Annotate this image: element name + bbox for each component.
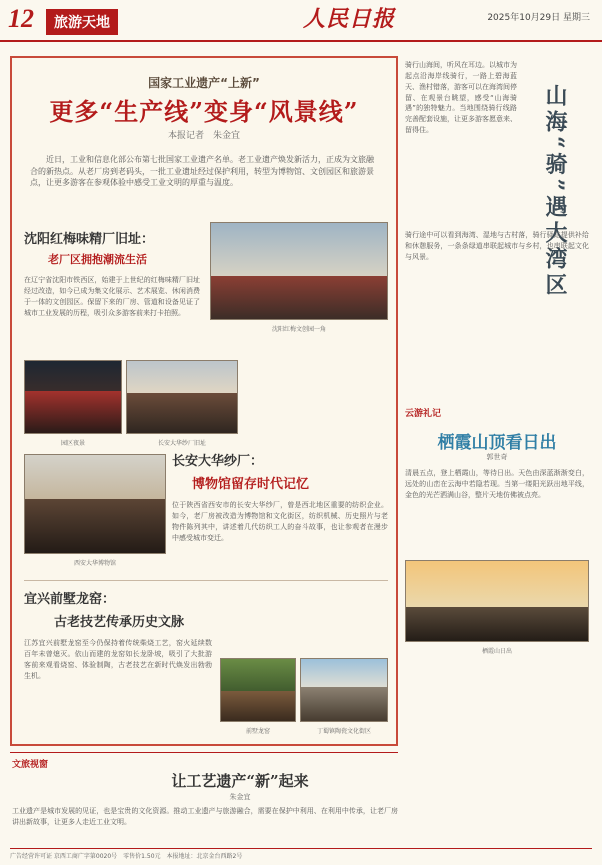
photo-sunrise — [405, 560, 589, 642]
photo-park-night — [24, 360, 122, 434]
bottom-divider — [10, 752, 398, 753]
newspaper-masthead: 人民日报 — [303, 6, 396, 32]
side-mid-text: 骑行途中可以看到海湾、湿地与古村落，骑行驿站提供补给和休憩服务，一条条绿道串联起城市与乡村，也串联起文化与风景。 — [405, 231, 589, 261]
photo-street-caption: 丁蜀镇陶瓷文化街区 — [316, 728, 371, 735]
photo-dahua-caption: 长安大华纱厂旧址 — [157, 440, 206, 447]
section-one-subtitle: 老厂区拥抱潮流生活 — [48, 253, 147, 266]
feature-article — [10, 56, 398, 746]
column-byline: 郭世奇 — [486, 453, 508, 461]
section-three — [24, 588, 212, 681]
photo-dahua-museum — [24, 454, 166, 554]
article-kicker: 国家工业遗产“上新” — [148, 76, 260, 90]
section-two-title: 长安大华纱厂： — [172, 454, 264, 469]
section-three-subtitle: 古老技艺传承历史文脉 — [54, 615, 185, 630]
section-divider — [24, 580, 388, 581]
photo-hongmei-caption: 沈阳红梅文创园一角 — [271, 326, 326, 333]
photo-dahua-factory — [126, 360, 238, 434]
section-one — [24, 228, 200, 318]
page-header — [0, 0, 602, 42]
review-tag: 文旅视窗 — [12, 760, 49, 770]
section-two — [172, 450, 388, 543]
article-byline: 本报记者 朱金宜 — [167, 131, 240, 141]
page-number: 12 — [8, 4, 34, 33]
review-byline: 朱金宜 — [229, 793, 251, 801]
photo-sunrise-caption: 栖霞山日出 — [481, 648, 512, 655]
page-footer: 广告经营许可证 京西工商广字第0020号 零售价1.50元 本报地址：北京金台西路2号 — [10, 848, 592, 860]
section-three-title: 宜兴前墅龙窑： — [24, 592, 116, 607]
photo-park-night-caption: 园区夜景 — [60, 440, 85, 447]
column-tag: 云游礼记 — [405, 409, 442, 419]
photo-ceramics-street — [300, 658, 388, 722]
photo-kiln-caption: 前墅龙窑 — [245, 728, 270, 735]
photo-hongmei-park — [210, 222, 388, 320]
article-headline: 更多“生产线”变身“风景线” — [49, 97, 359, 126]
article-lead: 近日，工业和信息化部公布第七批国家工业遗产名单。老工业遗产焕发新活力，正成为文旅融合的新热点。从老厂房到老码头，一批工业遗址经过保护利用，转型为博物馆、文创园区和旅游景点，让更多游客在参观体验中感受工业文明的厚重与温度。 — [30, 155, 374, 188]
photo-dragon-kiln — [220, 658, 296, 722]
section-two-text: 位于陕西省西安市的长安大华纱厂，曾是西北地区重要的纺织企业。如今，老厂房被改造为博物馆和文化街区，纺织机械、历史照片与老物件陈列其中，讲述着几代纺织工人的奋斗故事，也让参观者在漫步中感受城市变迁。 — [172, 501, 388, 542]
side-vertical-title: 山海“骑”遇大湾区 — [542, 84, 568, 300]
section-three-text: 江苏宜兴前墅龙窑至今仍保持着传统柴烧工艺，窑火延续数百年未曾熄灭。依山而建的龙窑如长龙卧坡，吸引了大批游客前来观看烧窑、体验制陶，古老技艺在新时代焕发出勃勃生机。 — [24, 639, 212, 680]
section-one-title: 沈阳红梅味精厂旧址： — [24, 232, 155, 247]
photo-museum-caption: 西安大华博物馆 — [73, 560, 116, 567]
section-two-subtitle: 博物馆留存时代记忆 — [192, 477, 310, 492]
review-title: 让工艺遗产“新”起来 — [171, 772, 309, 790]
column-title: 栖霞山顶看日出 — [437, 433, 557, 453]
dateline: 2025年10月29日 星期三 — [487, 13, 590, 23]
section-label: 旅游天地 — [46, 9, 118, 35]
column-text: 清晨五点，登上栖霞山，等待日出。天色由深蓝渐渐变白，远处的山峦在云海中若隐若现。当第一缕阳光跃出地平线，金色的光芒洒满山谷，整片天地仿佛被点亮。 — [405, 469, 589, 499]
review-text: 工业遗产是城市发展的见证，也是宝贵的文化资源。推动工业遗产与旅游融合，需要在保护中利用、在利用中传承，让老厂房讲出新故事，让更多人走近工业文明。 — [12, 807, 398, 826]
side-top-text: 骑行山海间，听风在耳边。以城市为起点沿海岸线骑行，一路上碧海蓝天、渔村错落，游客可以在海湾间停留、在观景台眺望，感受“山海骑遇”的独特魅力。当地围绕骑行线路完善配套设施，让更多游客愿意来、留得住。 — [405, 61, 517, 135]
section-one-text: 在辽宁省沈阳市铁西区，始建于上世纪的红梅味精厂旧址经过改造，如今已成为集文化展示、艺术展览、休闲消费于一体的文创园区。保留下来的厂房、管道和设备见证了城市工业发展的历程，吸引众多游客前来打卡拍照。 — [24, 276, 200, 317]
